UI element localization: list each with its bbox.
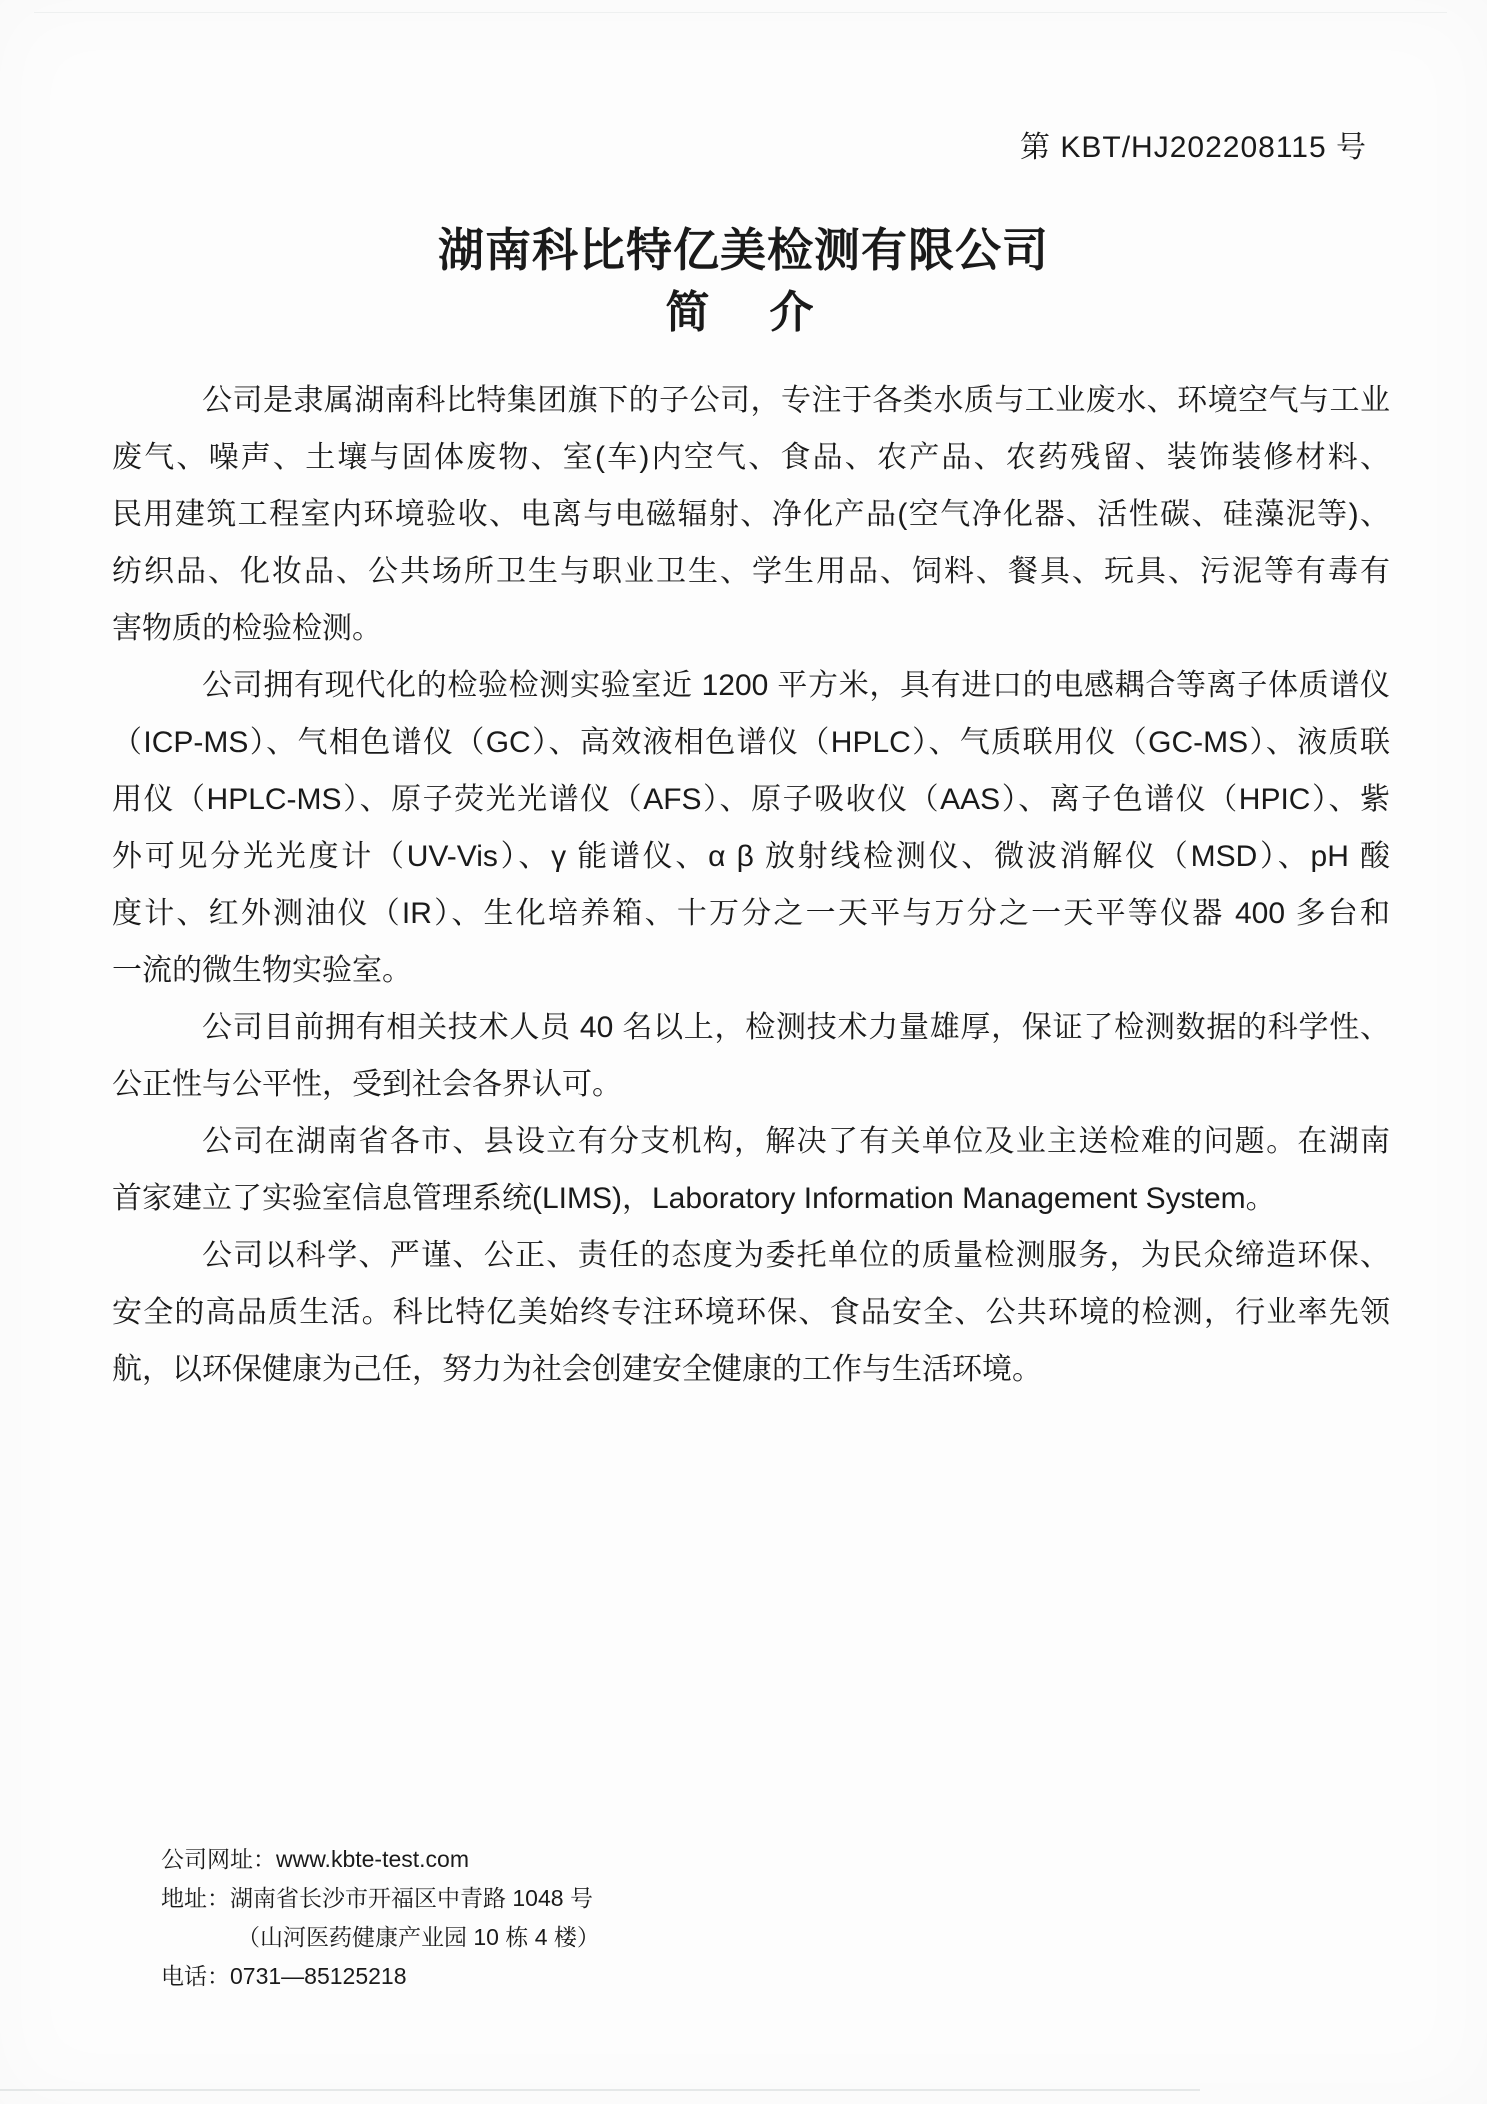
body-line: 公司以科学、严谨、公正、责任的态度为委托单位的质量检测服务，为民众缔造环保、 <box>202 1239 1390 1272</box>
footer-address-line2: （山河医药健康产业园 10 栋 4 楼） <box>237 1924 600 1950</box>
document-footer <box>161 1840 600 1996</box>
body-line: 害物质的检验检测。 <box>112 612 382 645</box>
document-subtitle: 简 介 <box>665 288 822 337</box>
body-line: 民用建筑工程室内环境验收、电离与电磁辐射、净化产品(空气净化器、活性碳、硅藻泥等)、 <box>112 498 1390 531</box>
body-line: 公司在湖南省各市、县设立有分支机构，解决了有关单位及业主送检难的问题。在湖南 <box>202 1125 1390 1158</box>
footer-website: 公司网址：www.kbte-test.com <box>161 1846 469 1872</box>
body-line: 用仪（HPLC-MS）、原子荧光光谱仪（AFS）、原子吸收仪（AAS）、离子色谱仪（HPIC）、紫 <box>112 783 1390 816</box>
company-title: 湖南科比特亿美检测有限公司 <box>438 224 1049 276</box>
body-line: 废气、噪声、土壤与固体废物、室(车)内空气、食品、农产品、农药残留、装饰装修材料、 <box>112 441 1390 474</box>
scan-edge-bottom <box>0 2089 1200 2091</box>
body-line: 公司是隶属湖南科比特集团旗下的子公司，专注于各类水质与工业废水、环境空气与工业 <box>202 384 1390 417</box>
body-line: 安全的高品质生活。科比特亿美始终专注环境环保、食品安全、公共环境的检测，行业率先领 <box>112 1296 1390 1329</box>
body-line: 公司拥有现代化的检验检测实验室近 1200 平方米，具有进口的电感耦合等离子体质谱仪 <box>202 669 1390 702</box>
body-line: 航，以环保健康为己任，努力为社会创建安全健康的工作与生活环境。 <box>112 1353 1042 1386</box>
body-line: 纺织品、化妆品、公共场所卫生与职业卫生、学生用品、饲料、餐具、玩具、污泥等有毒有 <box>112 555 1390 588</box>
scan-edge-top <box>34 12 1447 13</box>
body-line: 公正性与公平性，受到社会各界认可。 <box>112 1068 622 1101</box>
document-number: 第 KBT/HJ202208115 号 <box>1020 131 1367 164</box>
footer-phone: 电话：0731—85125218 <box>161 1963 407 1989</box>
body-line: （ICP-MS）、气相色谱仪（GC）、高效液相色谱仪（HPLC）、气质联用仪（GC-MS）、液质联 <box>112 726 1390 759</box>
footer-address-line1: 地址：湖南省长沙市开福区中青路 1048 号 <box>161 1885 593 1911</box>
body-line: 首家建立了实验室信息管理系统(LIMS)，Laboratory Information Management System。 <box>112 1182 1276 1215</box>
body-line: 一流的微生物实验室。 <box>112 954 412 987</box>
document-body <box>112 372 1390 1398</box>
body-line: 公司目前拥有相关技术人员 40 名以上，检测技术力量雄厚，保证了检测数据的科学性、 <box>202 1011 1390 1044</box>
body-line: 外可见分光光度计（UV-Vis）、γ 能谱仪、α β 放射线检测仪、微波消解仪（MSD）、pH 酸 <box>112 840 1390 873</box>
body-line: 度计、红外测油仪（IR）、生化培养箱、十万分之一天平与万分之一天平等仪器 400 多台和 <box>112 897 1390 930</box>
